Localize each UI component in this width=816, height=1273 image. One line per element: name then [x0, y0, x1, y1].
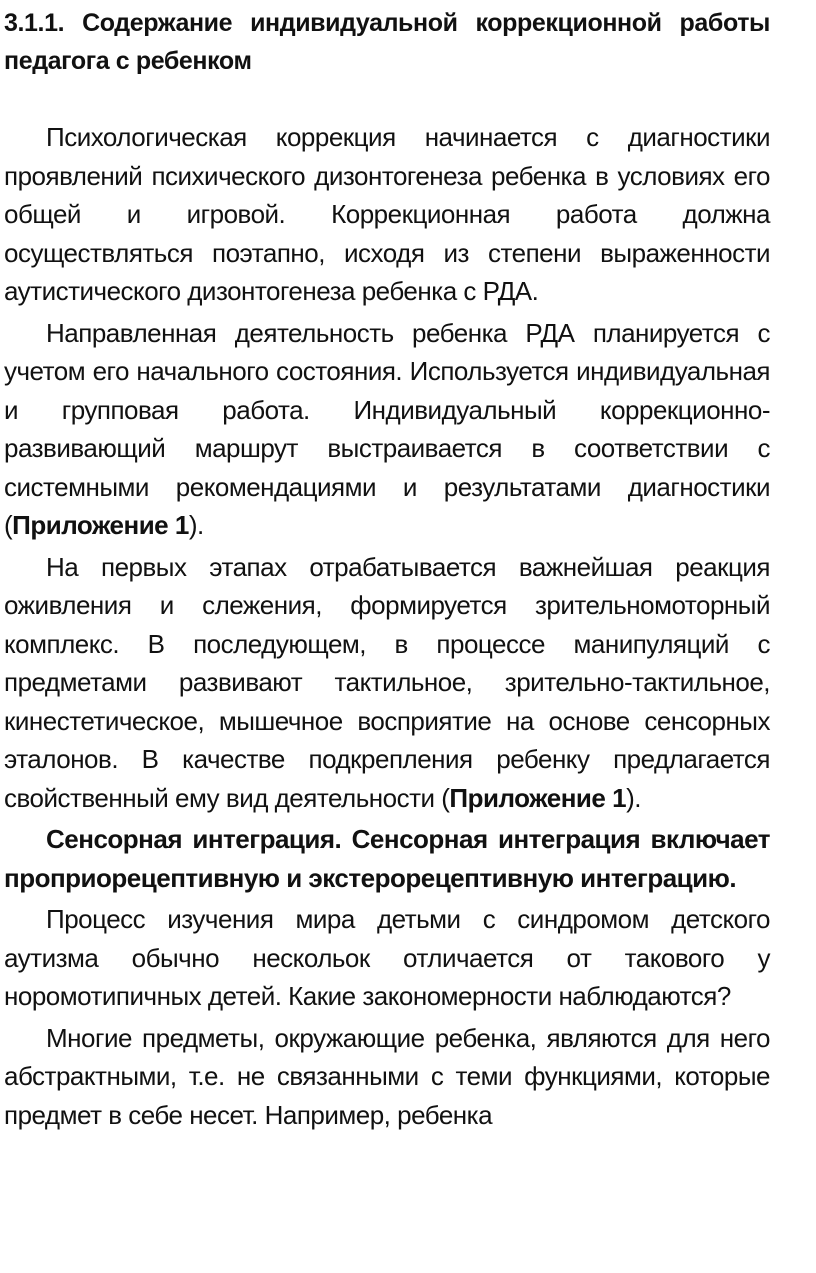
appendix-reference: Приложение 1 [449, 782, 627, 813]
paragraph-3 [4, 548, 770, 818]
section-heading: 3.1.1. Содержание индивидуальной коррекционной работы педагога с ребенком [4, 9, 770, 75]
paragraph-2-end: ). [188, 510, 204, 540]
paragraph-2-text: Направленная деятельность ребенка РДА планируется с учетом его начального состояния. Используется индивидуальная и групповая работа. Индивидуальный коррекционно-развивающий маршрут выстраивается в соответствии с системными рекомендациями и результатами диагностики ( [4, 317, 770, 540]
appendix-reference: Приложение 1 [12, 510, 189, 540]
spacer [4, 80, 770, 118]
paragraph-3-text: На первых этапах отрабатывается важнейшая реакция оживления и слежения, формируется зрительномоторный комплекс. В последующем, в процессе манипуляций с предметами развивают тактильное, зрительно-тактильное, кинестетическое, мышечное восприятие на основе сенсорных эталонов. В качестве подкрепления ребенку предлагается свойственный ему вид деятельности ( [4, 551, 770, 813]
paragraph-3-end: ). [626, 782, 641, 813]
paragraph-2 [4, 314, 770, 545]
paragraph-4-sensory-integration: Сенсорная интеграция. Сенсорная интеграция включает проприорецептивную и экстерорецептивную интеграцию. [4, 824, 770, 893]
paragraph-5: Процесс изучения мира детьми с синдромом детского аутизма обычно нескольок отличается от такового у норомотипичных детей. Какие закономерности наблюдаются? [4, 904, 770, 1011]
paragraph-6: Многие предметы, окружающие ребенка, являются для него абстрактными, т.е. не связанными с теми функциями, которые предмет в себе несет. Например, ребенка [4, 1022, 770, 1130]
paragraph-1: Психологическая коррекция начинается с диагностики проявлений психического дизонтогенеза ребенка в условиях его общей и игровой. Коррекционная работа должна осуществляться поэтапно, исходя из степени выраженности аутистического дизонтогенеза ребенка с РДА. [4, 122, 770, 306]
